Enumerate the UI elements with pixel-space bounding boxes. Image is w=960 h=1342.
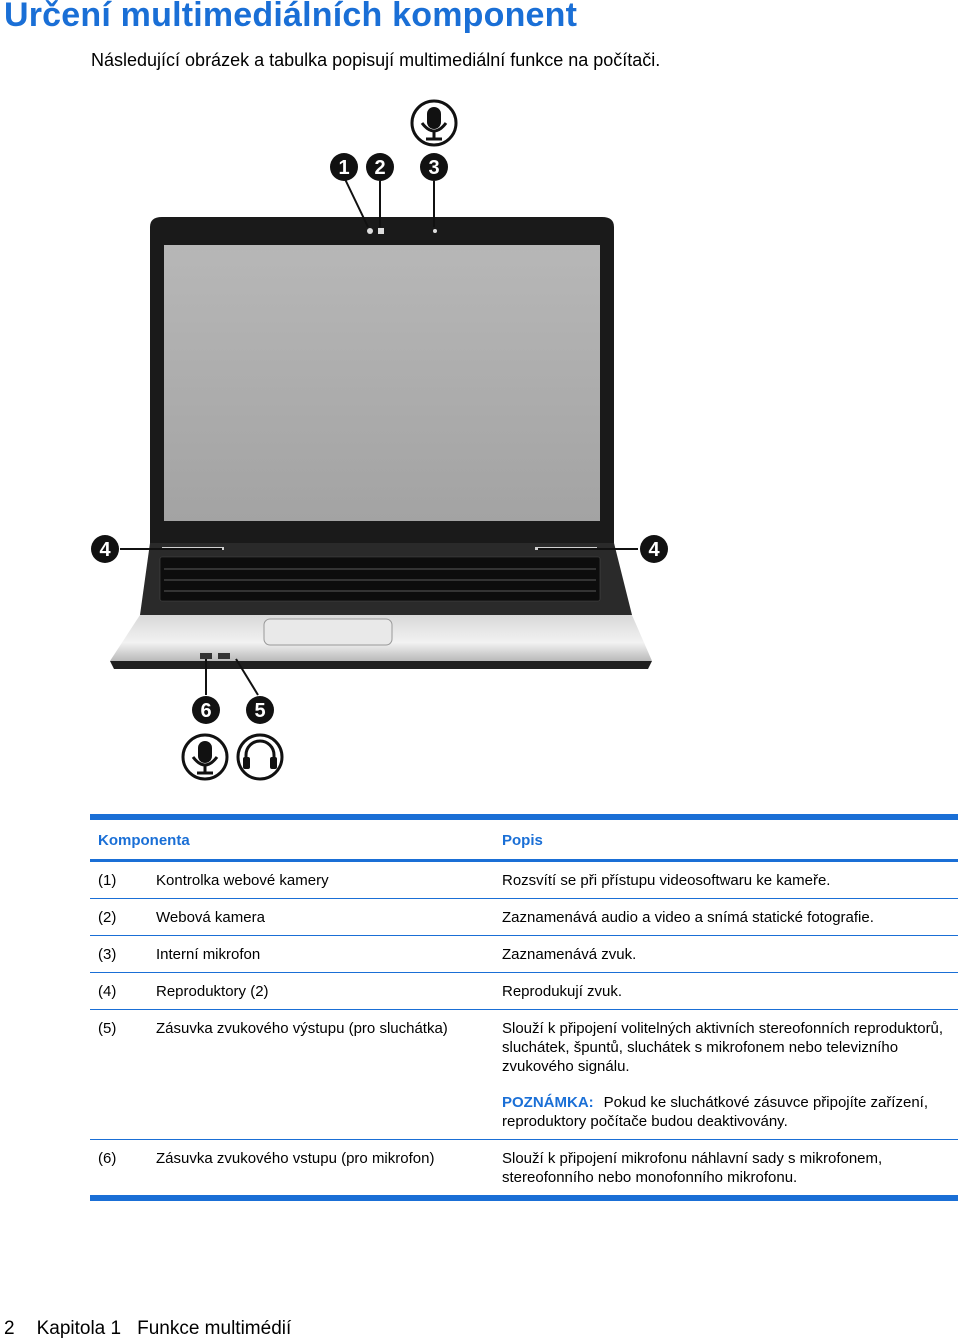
svg-text:2: 2: [374, 157, 386, 179]
note: [502, 1093, 950, 1131]
microphone-icon: [412, 101, 456, 145]
row-description-with-note: [494, 1010, 958, 1140]
page-footer: [4, 1318, 307, 1340]
row-description: Rozsvítí se při přístupu videosoftwaru ke kameře.: [494, 861, 958, 899]
svg-text:3: 3: [428, 157, 440, 179]
row-description: Zaznamenává zvuk.: [494, 936, 958, 973]
components-table: [90, 814, 958, 1201]
callout-2: [366, 153, 394, 181]
row-component: Zásuvka zvukového výstupu (pro sluchátka): [148, 1010, 494, 1140]
row-component: Zásuvka zvukového vstupu (pro mikrofon): [156, 1150, 435, 1167]
callout-4-left: [91, 535, 119, 563]
note-text: Pokud ke sluchátkové zásuvce připojíte zařízení, reproduktory počítače budou deaktivovány.: [502, 1094, 928, 1130]
table-header-row: [90, 820, 958, 861]
svg-text:4: 4: [648, 539, 660, 561]
note-label: POZNÁMKA:: [502, 1094, 594, 1111]
row-component: Kontrolka webové kamery: [148, 861, 494, 899]
chapter-title: Funkce multimédií: [137, 1318, 292, 1339]
page-number: 2: [4, 1318, 15, 1339]
svg-text:1: 1: [338, 157, 350, 179]
row-description: Zaznamenává audio a video a snímá statické fotografie.: [494, 899, 958, 936]
page-title: Určení multimediálních komponent: [4, 0, 578, 34]
row-number: (3): [90, 936, 148, 973]
callout-1: [330, 153, 358, 181]
headphones-icon: [238, 735, 282, 779]
table-row: [90, 1010, 958, 1140]
svg-text:4: 4: [99, 539, 111, 561]
row-number: (6): [98, 1150, 117, 1167]
table-row: [90, 936, 958, 973]
row-number: (1): [90, 861, 148, 899]
table-row: [90, 973, 958, 1010]
row-description: Slouží k připojení mikrofonu náhlavní sady s mikrofonem, stereofonního nebo monofonního mikrofonu.: [502, 1150, 883, 1186]
row-number: (5): [90, 1010, 148, 1140]
table-row: [90, 899, 958, 936]
row-description: Reprodukují zvuk.: [494, 973, 958, 1010]
svg-text:5: 5: [254, 700, 266, 722]
laptop-illustration: [80, 95, 700, 795]
row-description: Slouží k připojení volitelných aktivních stereofonních reproduktorů, sluchátek, špuntů, sluchátek s mikrofonem nebo televizního zvukového signálu.: [502, 1020, 944, 1075]
row-number: (2): [90, 899, 148, 936]
microphone-jack-icon: [183, 735, 227, 779]
row-number: (4): [90, 973, 148, 1010]
header-component: Komponenta: [90, 820, 494, 861]
svg-text:6: 6: [200, 700, 212, 722]
callout-3: [420, 153, 448, 181]
callout-5: [246, 696, 274, 724]
intro-text: Následující obrázek a tabulka popisují multimediální funkce na počítači.: [91, 50, 661, 70]
callout-6: [192, 696, 220, 724]
row-component: Reproduktory (2): [148, 973, 494, 1010]
row-component: Webová kamera: [148, 899, 494, 936]
chapter-label: Kapitola 1: [36, 1318, 122, 1339]
header-description: Popis: [494, 820, 958, 861]
table-row: [90, 1140, 958, 1196]
table-row: [90, 861, 958, 899]
callout-4-right: [640, 535, 668, 563]
row-component: Interní mikrofon: [148, 936, 494, 973]
